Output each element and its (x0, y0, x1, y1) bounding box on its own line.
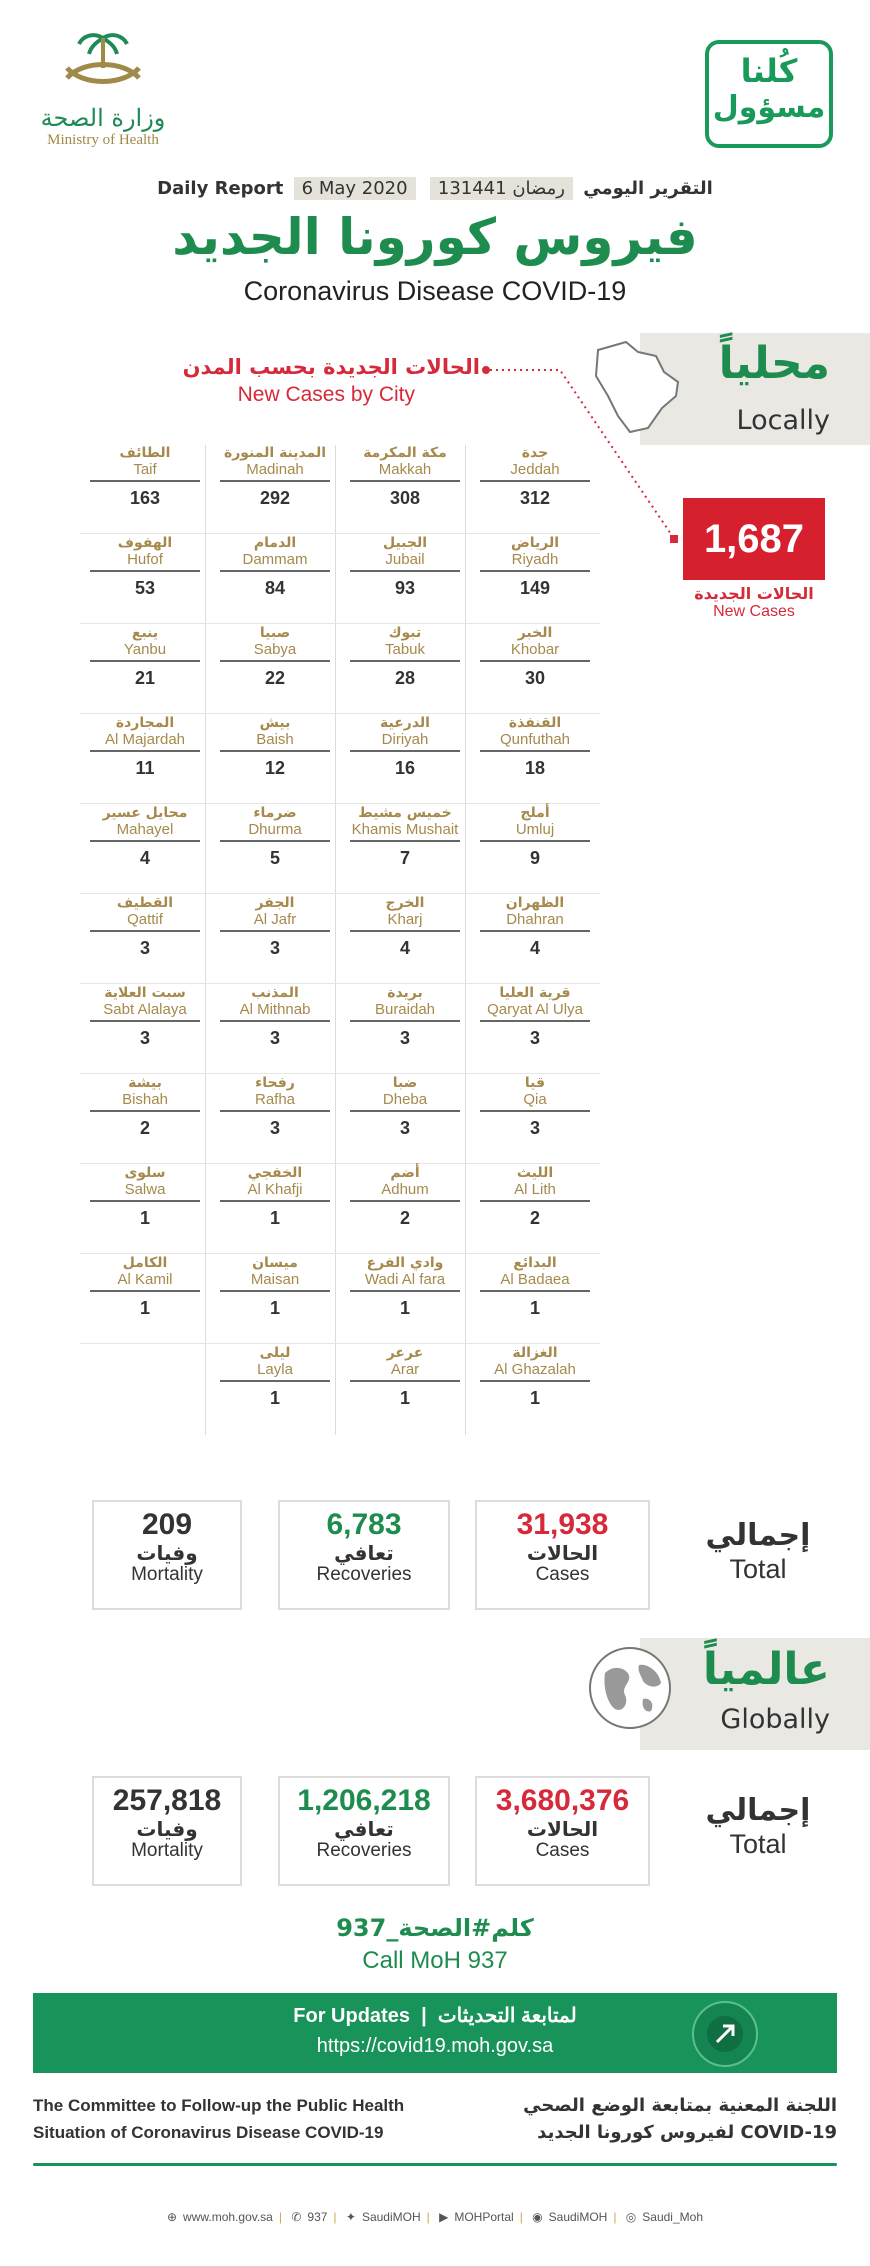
city-underline (480, 480, 590, 482)
local-mortality-label-en: Mortality (131, 1564, 203, 1585)
city-name-ar: سبت العلاية (104, 985, 186, 1001)
city-underline (350, 1020, 460, 1022)
footer-youtube[interactable]: MOHPortal (454, 2210, 514, 2224)
global-mortality-label-en: Mortality (131, 1840, 203, 1861)
city-underline (90, 570, 200, 572)
city-underline (350, 1290, 460, 1292)
committee-ar-line-2: لفيروس كورونا الجديد COVID-19 (537, 2122, 837, 2143)
city-underline (220, 570, 330, 572)
phone-icon: ✆ (291, 2210, 302, 2224)
city-case-count: 2 (529, 1208, 540, 1228)
city-case-count: 12 (264, 758, 286, 778)
city-cell (210, 985, 340, 1075)
city-name-ar: الجبيل (382, 535, 428, 551)
local-recoveries-label-ar: تعافي (334, 1541, 394, 1565)
city-case-count: 312 (519, 488, 551, 508)
moh-logo (28, 30, 178, 160)
city-underline (220, 480, 330, 482)
locally-title-en: Locally (736, 405, 830, 436)
city-underline (350, 750, 460, 752)
city-cell (80, 805, 210, 895)
city-name-en: Qunfuthah (499, 731, 571, 748)
city-name-ar: خميس مشيط (358, 805, 452, 821)
city-name-ar: الهفوف (117, 535, 173, 551)
city-underline (220, 660, 330, 662)
city-case-count: 3 (529, 1028, 540, 1048)
bottom-divider (33, 2163, 837, 2166)
city-case-count: 3 (399, 1028, 410, 1048)
global-total-label-en: Total (729, 1829, 787, 1859)
city-name-ar: أملج (520, 805, 550, 821)
badge-line-2: مسؤول (712, 90, 826, 125)
cases-by-city-heading-ar: الحالات الجديدة بحسب المدن (182, 355, 480, 379)
city-underline (90, 480, 200, 482)
city-name-ar: الدمام (253, 535, 297, 551)
city-case-count: 1 (139, 1208, 150, 1228)
committee-en-line-1: The Committee to Follow-up the Public Health (33, 2096, 405, 2115)
city-name-en: Wadi Al fara (364, 1271, 446, 1288)
city-underline (480, 840, 590, 842)
city-cell (470, 535, 600, 625)
city-name-ar: ميسان (252, 1255, 298, 1271)
city-name-en: Maisan (250, 1271, 300, 1288)
city-name-ar: ضرماء (253, 805, 297, 821)
city-name-ar: الدرعية (380, 715, 430, 731)
city-case-count: 1 (139, 1298, 150, 1318)
city-cell (340, 805, 470, 895)
city-underline (480, 1020, 590, 1022)
city-underline (90, 1290, 200, 1292)
local-recoveries-label-en: Recoveries (316, 1564, 412, 1585)
city-name-ar: بيشة (128, 1075, 162, 1091)
daily-report-line (0, 177, 870, 200)
city-name-en: Yanbu (123, 641, 167, 658)
city-name-ar: مكة المكرمة (363, 445, 447, 461)
city-cell (340, 535, 470, 625)
city-cell (340, 1255, 470, 1345)
city-name-ar: الجفر (255, 895, 295, 911)
city-name-ar: الغزالة (512, 1345, 558, 1361)
city-name-ar: بيش (259, 715, 291, 731)
city-underline (90, 660, 200, 662)
city-name-ar: محايل عسير (102, 805, 188, 821)
city-cell (340, 1075, 470, 1165)
city-underline (350, 1110, 460, 1112)
global-mortality-label-ar: وفيات (136, 1817, 198, 1841)
city-underline (220, 1020, 330, 1022)
city-cell (80, 625, 210, 715)
city-name-ar: صبيا (259, 625, 291, 641)
city-underline (220, 1200, 330, 1202)
committee-en (33, 2092, 453, 2146)
city-case-count: 11 (135, 758, 155, 778)
city-name-en: Tabuk (384, 641, 426, 658)
city-name-ar: ينبع (131, 625, 159, 641)
city-name-ar: البدائع (513, 1255, 557, 1271)
city-case-count: 1 (399, 1388, 410, 1408)
city-name-en: Qia (523, 1091, 547, 1108)
city-cell (470, 1075, 600, 1165)
city-underline (220, 1110, 330, 1112)
city-cell (340, 1345, 470, 1435)
city-cell (340, 625, 470, 715)
city-underline (350, 480, 460, 482)
city-name-ar: رفحاء (255, 1075, 295, 1091)
city-underline (480, 750, 590, 752)
badge-line-1: كُلنا (740, 52, 798, 90)
arrow-circle-icon[interactable] (690, 1999, 760, 2069)
city-cell (340, 895, 470, 985)
city-case-count: 1 (529, 1298, 540, 1318)
city-underline (220, 840, 330, 842)
city-underline (220, 1380, 330, 1382)
city-underline (90, 1200, 200, 1202)
city-name-ar: المذنب (251, 985, 299, 1001)
new-cases-value: 1,687 (683, 498, 825, 580)
city-name-en: Umluj (515, 821, 555, 838)
city-name-ar: ضبا (392, 1075, 418, 1091)
city-name-ar: الخرج (385, 895, 425, 911)
local-mortality-label-ar: وفيات (136, 1541, 198, 1565)
local-cases-label-en: Cases (535, 1564, 590, 1585)
updates-title-ar: لمتابعة التحديثات (437, 2005, 577, 2027)
city-case-count: 1 (399, 1298, 410, 1318)
footer-phone[interactable]: 937 (307, 2210, 328, 2224)
city-cell (470, 1165, 600, 1255)
city-cell (340, 985, 470, 1075)
city-name-en: Taif (133, 461, 157, 478)
city-cell (470, 1255, 600, 1345)
title-en: Coronavirus Disease COVID-19 (243, 276, 627, 306)
city-case-count: 30 (524, 668, 546, 688)
global-recoveries-value: 1,206,218 (297, 1784, 431, 1817)
report-date-hijri: 13رمضان 1441 (430, 177, 573, 200)
footer-twitter[interactable]: SaudiMOH (361, 2210, 421, 2224)
city-name-ar: المجاردة (115, 715, 175, 731)
city-case-count: 16 (394, 758, 416, 778)
city-case-count: 1 (529, 1388, 540, 1408)
city-cell (210, 445, 340, 535)
snapchat-icon: ◉ (532, 2210, 543, 2224)
city-name-en: Jeddah (510, 461, 560, 478)
local-cases-value: 31,938 (516, 1508, 609, 1541)
global-cases-label-en: Cases (535, 1840, 590, 1861)
city-underline (480, 570, 590, 572)
city-cell (210, 1165, 340, 1255)
city-name-en: Al Kamil (117, 1271, 173, 1288)
city-name-ar: الرياض (510, 535, 560, 551)
city-case-count: 4 (139, 848, 150, 868)
hashtag-ar: كلم#الصحة_937 (336, 1914, 534, 1942)
daily-report-ar: التقرير اليومي (583, 178, 713, 199)
city-name-en: Arar (390, 1361, 420, 1378)
city-name-ar: ليلى (259, 1345, 291, 1361)
global-cases-box (475, 1776, 650, 1886)
city-name-en: Hufof (127, 551, 163, 568)
updates-title-en: For Updates (293, 2005, 410, 2027)
city-cell (210, 805, 340, 895)
city-name-en: Riyadh (511, 551, 559, 568)
city-case-count: 4 (529, 938, 540, 958)
city-case-count: 5 (269, 848, 280, 868)
city-name-ar: تبوك (388, 625, 422, 641)
city-name-ar: الخبر (517, 625, 553, 641)
city-underline (480, 930, 590, 932)
globally-title-en: Globally (720, 1704, 830, 1735)
globe-icon (585, 1643, 675, 1733)
city-name-en: Al Khafji (247, 1181, 303, 1198)
city-case-count: 3 (139, 1028, 150, 1048)
city-case-count: 3 (269, 1118, 280, 1138)
palm-swords-icon (53, 30, 153, 100)
city-name-en: Diriyah (381, 731, 429, 748)
global-recoveries-label-ar: تعافي (334, 1817, 394, 1841)
committee-ar (457, 2092, 837, 2146)
city-cell (340, 1165, 470, 1255)
city-underline (350, 840, 460, 842)
city-name-en: Bishah (122, 1091, 168, 1108)
local-total-label-ar: إجمالي (705, 1518, 811, 1553)
city-underline (90, 750, 200, 752)
footer-website[interactable]: www.moh.gov.sa (183, 2210, 273, 2224)
city-case-count: 22 (264, 668, 286, 688)
city-cell (470, 895, 600, 985)
city-name-en: Jubail (385, 551, 425, 568)
city-name-en: Kharj (387, 911, 423, 928)
city-name-en: Sabt Alalaya (103, 1001, 187, 1018)
city-underline (220, 930, 330, 932)
city-underline (480, 1290, 590, 1292)
global-mortality-value: 257,818 (112, 1784, 222, 1817)
footer-instagram[interactable]: Saudi_Moh (642, 2210, 703, 2224)
instagram-icon: ◎ (625, 2210, 637, 2224)
city-name-en: Al Ghazalah (494, 1361, 576, 1378)
city-name-en: Al Majardah (104, 731, 186, 748)
city-name-en: Adhum (381, 1181, 429, 1198)
city-case-count: 21 (134, 668, 156, 688)
global-mortality-box (92, 1776, 242, 1886)
city-cell (210, 1255, 340, 1345)
city-cell (80, 985, 210, 1075)
new-cases-label-en: New Cases (713, 603, 795, 620)
moh-name-ar: وزارة الصحة (40, 104, 166, 132)
city-cell (210, 1345, 340, 1435)
report-date: 6 May 2020 (294, 177, 416, 200)
call-moh-text: Call MoH 937 (362, 1947, 508, 1974)
city-underline (480, 1110, 590, 1112)
city-name-en: Al Mithnab (239, 1001, 311, 1018)
city-name-en: Sabya (253, 641, 297, 658)
city-cell (80, 445, 210, 535)
city-underline (90, 1020, 200, 1022)
city-case-count: 3 (139, 938, 150, 958)
kulna-masool-badge (705, 40, 833, 148)
city-name-en: Qattif (127, 911, 163, 928)
city-name-en: Khamis Mushait (351, 821, 459, 838)
local-mortality-box (92, 1500, 242, 1610)
global-cases-value: 3,680,376 (495, 1784, 630, 1817)
global-recoveries-label-en: Recoveries (316, 1840, 412, 1861)
global-total-label-ar: إجمالي (705, 1793, 811, 1828)
committee-ar-line-1: اللجنة المعنية بمتابعة الوضع الصحي (523, 2095, 837, 2116)
local-recoveries-box (278, 1500, 450, 1610)
city-underline (350, 570, 460, 572)
city-name-en: Dhahran (506, 911, 564, 928)
city-name-en: Madinah (246, 461, 304, 478)
city-case-count: 84 (264, 578, 286, 598)
website-icon: ⊕ (166, 2210, 178, 2224)
city-cell (470, 1345, 600, 1435)
city-name-ar: الظهران (505, 895, 565, 911)
city-case-count: 1 (269, 1208, 280, 1228)
city-case-count: 308 (389, 488, 421, 508)
city-underline (350, 930, 460, 932)
city-cell (210, 895, 340, 985)
city-name-en: Buraidah (374, 1001, 436, 1018)
global-cases-label-ar: الحالات (526, 1817, 599, 1841)
updates-url-link[interactable]: https://covid19.moh.gov.sa (316, 2035, 554, 2057)
city-name-ar: الكامل (122, 1255, 168, 1271)
city-cell (80, 1075, 210, 1165)
city-name-ar: أضم (390, 1165, 420, 1181)
city-case-count: 3 (269, 938, 280, 958)
city-name-ar: الليث (516, 1165, 554, 1181)
city-case-count: 3 (399, 1118, 410, 1138)
city-cell (80, 1255, 210, 1345)
city-name-ar: قيا (524, 1075, 546, 1091)
city-name-en: Rafha (254, 1091, 296, 1108)
global-recoveries-box (278, 1776, 450, 1886)
city-name-en: Khobar (510, 641, 560, 658)
city-case-count: 163 (129, 488, 161, 508)
city-case-count: 2 (139, 1118, 150, 1138)
city-name-ar: المدينة المنورة (223, 445, 327, 461)
city-name-ar: الخفجي (247, 1165, 303, 1181)
city-case-count: 53 (134, 578, 156, 598)
city-cell (470, 805, 600, 895)
city-cell (340, 445, 470, 535)
city-name-en: Layla (257, 1361, 293, 1378)
city-cell (470, 985, 600, 1075)
city-name-ar: الطائف (119, 445, 171, 461)
city-underline (350, 660, 460, 662)
city-case-count: 2 (399, 1208, 410, 1228)
city-case-count: 7 (399, 848, 410, 868)
city-name-ar: عرعر (386, 1345, 424, 1361)
city-case-count: 3 (269, 1028, 280, 1048)
twitter-icon: ✦ (345, 2210, 356, 2224)
locally-title-ar: محلياً (718, 338, 830, 389)
city-underline (220, 1290, 330, 1292)
local-recoveries-value: 6,783 (326, 1508, 402, 1541)
city-case-count: 1 (269, 1388, 280, 1408)
city-name-ar: القنفذة (508, 715, 562, 731)
footer-links: ⊕ www.moh.gov.sa | ✆ 937 | ✦ SaudiMOH | ▶ MOHPortal | ◉ SaudiMOH | ◎ Saudi_Moh (166, 2210, 703, 2224)
title-ar: فيروس كورونا الجديد (172, 208, 698, 266)
globally-title-ar: عالمياً (702, 1644, 830, 1695)
city-case-count: 93 (394, 578, 416, 598)
local-cases-box (475, 1500, 650, 1610)
city-name-ar: قرية العليا (499, 985, 571, 1001)
city-cell (470, 715, 600, 805)
city-name-en: Dhurma (248, 821, 302, 838)
city-case-count: 28 (394, 668, 416, 688)
city-case-count: 3 (529, 1118, 540, 1138)
city-name-en: Qaryat Al Ulya (487, 1001, 583, 1018)
local-mortality-value: 209 (141, 1508, 193, 1541)
city-name-en: Dheba (382, 1091, 428, 1108)
daily-report-en: Daily Report (157, 178, 284, 199)
city-name-ar: سلوى (124, 1165, 166, 1181)
city-name-en: Al Jafr (253, 911, 297, 928)
city-cell (210, 535, 340, 625)
city-underline (90, 840, 200, 842)
city-cell (210, 715, 340, 805)
city-name-ar: وادي الفرع (366, 1255, 444, 1271)
city-name-en: Al Badaea (500, 1271, 570, 1288)
city-cell (340, 715, 470, 805)
city-case-count: 292 (259, 488, 291, 508)
city-cell (210, 1075, 340, 1165)
city-cell (80, 1165, 210, 1255)
city-name-en: Makkah (378, 461, 432, 478)
city-cell (80, 895, 210, 985)
city-name-ar: القطيف (116, 895, 174, 911)
updates-separator: | (415, 2005, 433, 2027)
city-name-ar: بريدة (387, 985, 423, 1001)
city-case-count: 4 (399, 938, 410, 958)
city-cell (470, 445, 600, 535)
local-cases-label-ar: الحالات (526, 1541, 599, 1565)
new-cases-label-ar: الحالات الجديدة (694, 584, 814, 603)
city-underline (480, 660, 590, 662)
city-cell (470, 625, 600, 715)
city-underline (90, 930, 200, 932)
city-name-en: Salwa (124, 1181, 166, 1198)
city-case-count: 1 (269, 1298, 280, 1318)
city-cell (80, 715, 210, 805)
city-cell (210, 625, 340, 715)
city-underline (350, 1200, 460, 1202)
youtube-icon: ▶ (439, 2210, 449, 2224)
cases-by-city-heading-en: New Cases by City (237, 383, 415, 406)
city-underline (480, 1380, 590, 1382)
city-name-en: Baish (256, 731, 294, 748)
footer-snapchat[interactable]: SaudiMOH (548, 2210, 608, 2224)
city-cell (80, 535, 210, 625)
committee-en-line-2: Situation of Coronavirus Disease COVID-19 (33, 2123, 384, 2143)
city-case-count: 18 (524, 758, 546, 778)
city-name-ar: جدة (521, 445, 549, 461)
local-total-label-en: Total (729, 1554, 787, 1584)
city-name-en: Mahayel (116, 821, 174, 838)
city-case-count: 149 (519, 578, 551, 598)
city-name-en: Dammam (242, 551, 308, 568)
moh-name-en: Ministry of Health (47, 132, 159, 148)
city-underline (90, 1110, 200, 1112)
city-underline (480, 1200, 590, 1202)
city-case-count: 9 (529, 848, 540, 868)
city-underline (350, 1380, 460, 1382)
city-underline (220, 750, 330, 752)
city-name-en: Al Lith (514, 1181, 556, 1198)
